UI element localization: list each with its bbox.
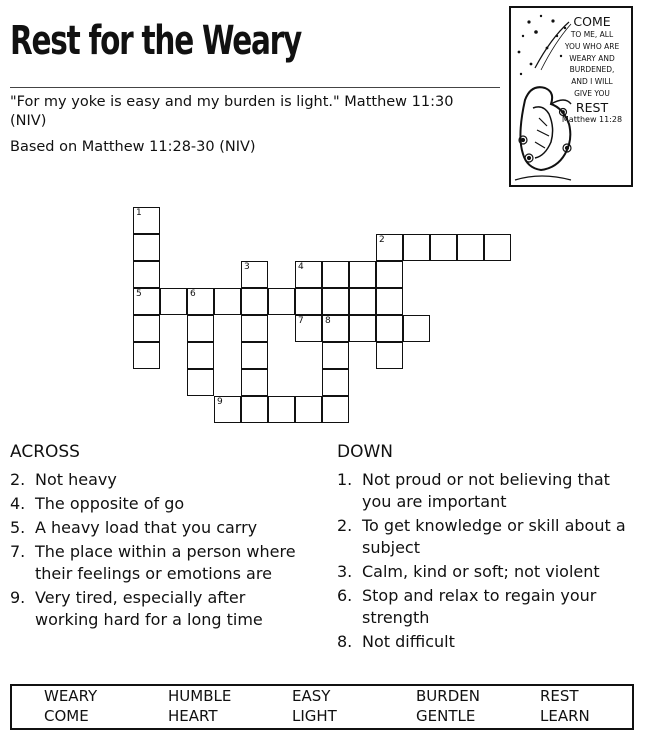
across-clue — [10, 517, 310, 539]
crossword-cell[interactable] — [403, 315, 430, 342]
crossword-cell[interactable] — [187, 369, 214, 396]
clue-number: 4 — [298, 262, 304, 272]
crossword-cell[interactable] — [214, 396, 241, 423]
crossword-cell[interactable] — [133, 342, 160, 369]
page-title: Rest for the Weary — [10, 18, 301, 64]
crossword-cell[interactable] — [241, 288, 268, 315]
card-line: AND I WILL — [571, 77, 613, 87]
clue-number: 8. — [337, 632, 353, 651]
crossword-cell[interactable] — [187, 288, 214, 315]
crossword-cell[interactable] — [457, 234, 484, 261]
clue-number: 7. — [10, 542, 26, 561]
clue-number: 5. — [10, 518, 26, 537]
word-bank — [10, 684, 634, 730]
crossword-cell[interactable] — [322, 288, 349, 315]
across-clue — [10, 469, 310, 491]
clue-number: 8 — [325, 316, 331, 326]
down-clue — [337, 469, 637, 513]
word-bank-word: EASY — [292, 687, 331, 705]
card-line: TO ME, ALL — [570, 30, 614, 39]
crossword-cell[interactable] — [295, 396, 322, 423]
word-bank-word: WEARY — [44, 687, 98, 705]
clue-number: 2. — [337, 516, 353, 535]
word-bank-word: HUMBLE — [168, 687, 232, 705]
word-bank-word: REST — [540, 687, 579, 705]
crossword-cell[interactable] — [349, 315, 376, 342]
clue-number: 9. — [10, 588, 26, 607]
crossword-cell[interactable] — [322, 342, 349, 369]
crossword-cell[interactable] — [484, 234, 511, 261]
crossword-cell[interactable] — [187, 315, 214, 342]
crossword-cell[interactable] — [295, 315, 322, 342]
crossword-cell[interactable] — [403, 234, 430, 261]
across-heading: ACROSS — [10, 442, 80, 462]
verse-card — [509, 6, 633, 187]
crossword-cell[interactable] — [133, 234, 160, 261]
crossword-cell[interactable] — [322, 396, 349, 423]
clue-text: A heavy load that you carry — [35, 518, 258, 537]
clue-number: 1. — [337, 470, 353, 489]
crossword-cell[interactable] — [241, 369, 268, 396]
clue-number: 4. — [10, 494, 26, 513]
clue-number: 9 — [217, 397, 223, 407]
scripture-reference: Based on Matthew 11:28-30 (NIV) — [10, 139, 256, 155]
clue-text: Not proud or not believing that you are important — [362, 470, 610, 511]
clue-number: 2. — [10, 470, 26, 489]
clue-text: Stop and relax to regain your strength — [362, 586, 597, 627]
down-clue — [337, 561, 637, 583]
crossword-cell[interactable] — [160, 288, 187, 315]
crossword-cell[interactable] — [349, 261, 376, 288]
clue-text: Not heavy — [35, 470, 117, 489]
clue-text: Very tired, especially after working hard for a long time — [35, 588, 263, 629]
word-bank-word: GENTLE — [416, 707, 476, 725]
crossword-cell[interactable] — [241, 315, 268, 342]
verse-quote: "For my yoke is easy and my burden is light." Matthew 11:30 (NIV) — [10, 94, 454, 129]
crossword-cell[interactable] — [268, 396, 295, 423]
clue-text: The place within a person where their feelings or emotions are — [35, 542, 296, 583]
crossword-cell[interactable] — [241, 396, 268, 423]
word-bank-word: HEART — [168, 707, 218, 725]
clue-number: 7 — [298, 316, 304, 326]
down-clue — [337, 585, 637, 629]
crossword-cell[interactable] — [349, 288, 376, 315]
crossword-cell[interactable] — [133, 207, 160, 234]
clue-number: 1 — [136, 208, 142, 218]
crossword-cell[interactable] — [268, 288, 295, 315]
crossword-cell[interactable] — [295, 288, 322, 315]
crossword-cell[interactable] — [295, 261, 322, 288]
crossword-cell[interactable] — [376, 288, 403, 315]
crossword-cell[interactable] — [376, 315, 403, 342]
clue-number: 3 — [244, 262, 250, 272]
crossword-cell[interactable] — [241, 261, 268, 288]
clue-number: 5 — [136, 289, 142, 299]
across-clue — [10, 493, 310, 515]
crossword-cell[interactable] — [376, 342, 403, 369]
crossword-cell[interactable] — [376, 234, 403, 261]
clue-text: The opposite of go — [35, 494, 185, 513]
across-clue — [10, 587, 310, 631]
down-heading: DOWN — [337, 442, 393, 462]
card-line: BURDENED, — [569, 65, 615, 75]
crossword-cell[interactable] — [322, 261, 349, 288]
clue-number: 6. — [337, 586, 353, 605]
word-bank-word: COME — [44, 707, 89, 725]
card-verse-text — [557, 14, 627, 125]
crossword-cell[interactable] — [430, 234, 457, 261]
word-bank-word: BURDEN — [416, 687, 480, 705]
crossword-cell[interactable] — [133, 261, 160, 288]
card-line: REST — [575, 99, 609, 115]
crossword-cell[interactable] — [376, 261, 403, 288]
down-clue — [337, 631, 637, 653]
clue-number: 3. — [337, 562, 353, 581]
word-bank-word: LEARN — [540, 707, 590, 725]
clue-number: 2 — [379, 235, 385, 245]
down-clue — [337, 515, 637, 559]
crossword-cell[interactable] — [322, 315, 349, 342]
clue-number: 6 — [190, 289, 196, 299]
crossword-cell[interactable] — [187, 342, 214, 369]
card-line: COME — [573, 14, 611, 29]
clue-text: Calm, kind or soft; not violent — [362, 562, 600, 581]
crossword-cell[interactable] — [133, 288, 160, 315]
clue-text: Not difficult — [362, 632, 455, 651]
word-bank-word: LIGHT — [292, 707, 337, 725]
card-line: WEARY AND — [569, 53, 615, 63]
card-line: YOU WHO ARE — [564, 41, 620, 51]
crossword-cell[interactable] — [214, 288, 241, 315]
across-clue — [10, 541, 310, 585]
card-line: GIVE YOU — [574, 88, 610, 98]
crossword-cell[interactable] — [133, 315, 160, 342]
down-clues — [337, 469, 637, 655]
card-reference: Matthew 11:28 — [561, 114, 623, 124]
clue-text: To get knowledge or skill about a subject — [362, 516, 626, 557]
crossword-cell[interactable] — [241, 342, 268, 369]
crossword-cell[interactable] — [322, 369, 349, 396]
title-divider — [10, 87, 500, 88]
across-clues — [10, 469, 310, 633]
